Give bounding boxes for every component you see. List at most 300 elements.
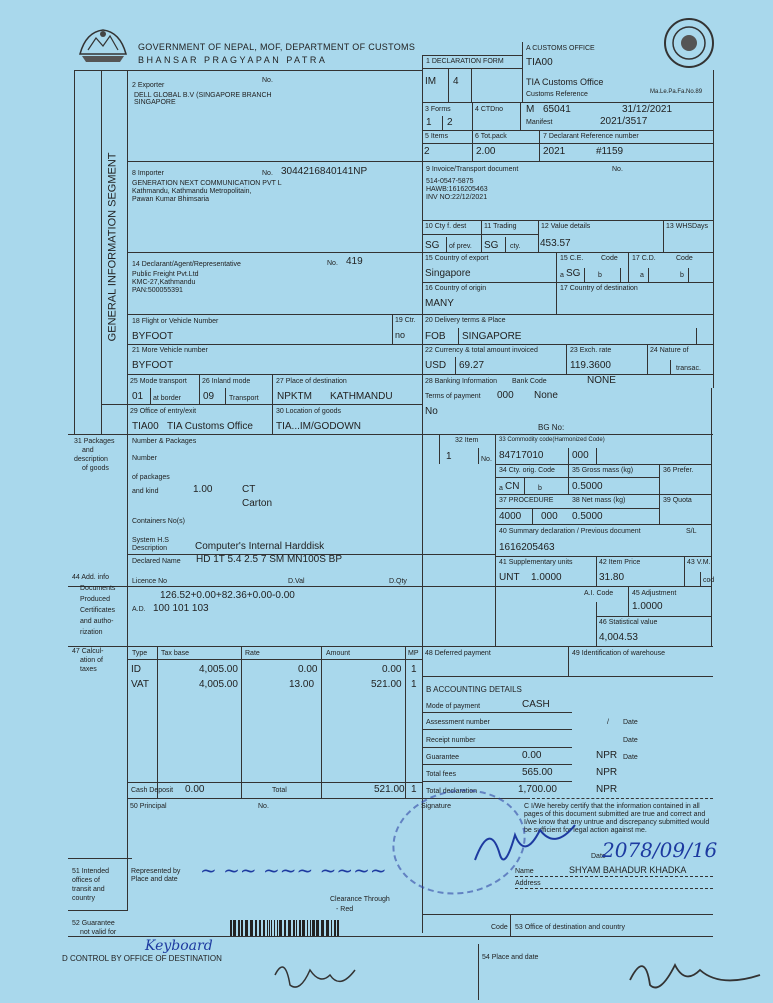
banking-label: 28 Banking Information [425,378,497,385]
trading-suffix: cty. [510,243,521,250]
customs-office-code: TIA00 [526,57,553,68]
gov-title: GOVERNMENT OF NEPAL, MOF, DEPARTMENT OF CUSTOMS [138,42,416,52]
addinfo-side-2: Produced [80,596,110,603]
tax-row-mp: 1 [411,664,417,675]
commodity-label: 33 Commodity code(Harmonized Code) [499,437,605,443]
item-left [439,434,440,464]
reference-date: 31/12/2021 [622,104,673,115]
place-dest-v2: KATHMANDU [330,391,393,402]
supp-right [596,556,597,586]
mode-sep [150,388,151,404]
row5-sep [422,143,713,144]
row34-top [495,464,711,465]
country-export-value: Singapore [425,268,471,279]
commodity-v2: 000 [572,450,589,461]
side-segment-divider [101,70,102,434]
office-entry-v1: TIA00 [132,421,159,432]
cd-label: 17 C.D. [632,255,656,262]
flight-right [392,314,393,344]
tax-row-type: VAT [131,679,149,690]
acct-line5 [422,781,572,782]
trading-label: 11 Trading [484,223,517,230]
nepal-emblem-icon [76,24,130,64]
location-goods-label: 30 Location of goods [276,408,341,415]
row21-top [127,344,713,345]
calc-side-2: taxes [80,666,97,673]
handwritten-place: ~ ~~ ~~~ ~~~~ [200,858,387,882]
tax-col2 [241,646,242,798]
row53-top [422,914,713,915]
item-label: 32 Item [455,437,479,444]
barcode-bar [274,920,275,936]
importer-no-value: 3044216840141NP [281,166,368,177]
customs-office-label: A CUSTOMS OFFICE [526,45,595,52]
procedure-v1: 4000 [499,511,522,522]
barcode-bar [284,920,286,936]
barcode-bar [267,920,268,936]
barcode-bar [302,920,305,936]
dqty-label: D.Qty [389,578,407,585]
row5-top [422,130,713,131]
importer-label: 8 Importer [132,170,164,177]
barcode-bar [263,920,265,936]
guarantee-label: Guarantee [426,754,460,761]
declarant-ref-v2: #1159 [596,146,624,157]
summary-sl: S/L [686,528,697,535]
addinfo-side-3: Certificates [80,607,116,614]
decl-form-v1: IM [425,76,437,87]
packages-kind-name: Carton [242,498,273,509]
ai-code-label: A.I. Code [584,590,614,597]
cert-line3: I/we know that any untrue and discrepancy submitted would [524,819,710,826]
gov-subtitle: BHANSAR PRAGYAPAN PATRA [138,55,328,65]
barcode-bar [326,920,329,936]
delivery-terms-label: 20 Delivery terms & Place [425,317,506,324]
hs-label: System H.S [132,537,169,544]
item-price-label: 42 Item Price [599,559,641,566]
nature-label: 24 Nature of [650,347,689,354]
barcode-bar [310,920,311,936]
row29-top [101,404,422,405]
tax-col3 [321,646,322,798]
right-border-top [713,70,714,388]
ce-a2: a [640,272,644,279]
declared-value: HD 1T 5.4 2.5 7 SM MN100S BP [196,554,342,565]
mode-transport-value: 01 [132,391,144,402]
desc-value: Computer's Internal Harddisk [195,541,325,552]
cash-deposit-label: Cash Deposit [131,787,174,794]
row52-top [68,910,128,911]
cert-address-label: Address [515,880,541,887]
importer-no-label: No. [262,170,273,177]
procedure-v2: 000 [541,511,558,522]
value-details-label: 12 Value details [541,223,591,230]
ctydest-inner [446,237,447,252]
mode-transport-label: 25 Mode transport [130,378,187,385]
cd-code-label: Code [676,255,693,262]
intended-side-1: offices of [72,877,100,884]
row25-top [127,374,713,375]
tax-amount-header: Amount [326,650,351,657]
barcode-bar [230,920,232,936]
importer-line3: Pawan Kumar Bhimsaria [132,196,210,203]
place54-label: 54 Place and date [482,954,539,961]
invoice-line1: 514-0547-5875 [426,178,474,185]
packages-side-3: of goods [82,465,109,472]
ad-label: A.D. [132,606,146,613]
tax-row-type: ID [131,664,141,675]
office-entry-v2: TIA Customs Office [167,421,253,432]
tax-row-amount: 521.00 [371,679,402,690]
country-origin-label: 16 Country of origin [425,285,487,292]
mode-transport-suffix: at border [153,395,182,402]
represented-label: Represented by [131,868,181,875]
exch-rate-label: 23 Exch. rate [570,347,612,354]
tax-col4 [405,646,406,798]
stat-left [596,616,597,646]
tax-row-amount: 0.00 [382,664,402,675]
tax-base-header: Tax base [161,650,190,657]
cert-name-value: SHYAM BAHADUR KHADKA [569,865,687,875]
ctr-label: 19 Ctr. [395,317,416,324]
vm-label: 43 V.M. [687,559,711,566]
cert-name-label: Name [515,868,534,875]
cty-orig-value: CN [505,481,520,492]
intended-side-0: 51 Intended [72,868,109,875]
signature-corner-icon [625,950,765,998]
addinfo-side-0: 44 Add. info [72,574,109,581]
row3-top [422,102,713,103]
terms-v2: None [534,390,558,401]
tax-header-line [127,659,422,660]
handwritten-date: 2078/09/16 [602,838,718,862]
statistical-label: 46 Statistical value [599,619,658,626]
name-dash [515,876,713,877]
intended-right [127,858,128,910]
decl-form-sep [422,68,522,69]
forms-label: 3 Forms [425,106,451,113]
trading-right [538,220,539,252]
tax-type-header: Type [132,650,148,657]
handwritten-keyboard: Keyboard [145,938,213,954]
calc-side-1: ation of [80,657,103,664]
importer-line2: Kathmandu, Kathmandu Metropolitain, [132,188,252,195]
packages-and-kind: and kind [132,488,159,495]
row34-sep [495,477,659,478]
ctyorig-sep [524,478,525,494]
country-origin-value: MANY [425,298,454,309]
prefer-label: 36 Prefer. [663,467,694,474]
general-info-label: GENERAL INFORMATION SEGMENT [106,152,119,342]
barcode [230,920,340,936]
barcode-bar [307,920,308,936]
decl-form-inner [448,68,449,102]
decl-form-label: 1 DECLARATION FORM [426,58,504,65]
assessment-label: Assessment number [426,719,490,726]
reference-no: 65041 [543,104,571,115]
delivery-v2: SINGAPORE [462,331,522,342]
office-entry-label: 29 Office of entry/exit [130,408,197,415]
total-mp: 1 [411,784,417,795]
barcode-bar [241,920,243,936]
ce-a: a [560,272,564,279]
invoice-line3: INV NO:22/12/2021 [426,194,488,201]
declarant-label: 14 Declarant/Agent/Representative [132,261,241,268]
exporter-no-label: No. [262,77,273,84]
barcode-bar [250,920,253,936]
supp-v1: UNT [499,572,520,583]
exch-left [566,344,567,374]
barcode-bar [296,920,297,936]
place54-left [478,944,479,1000]
barcode-bar [233,920,236,936]
guarantee-side-1: not valid for [80,929,117,936]
ce-b: b [598,272,602,279]
calc-value: 126.52+0.00+82.36+0.00-0.00 [160,590,295,601]
right-border-mid [711,388,712,646]
control-label: D CONTROL BY OFFICE OF DESTINATION [62,954,222,963]
supp-units-label: 41 Supplementary units [499,559,573,566]
principal-no-label: No. [258,803,269,810]
invoice-label: 9 Invoice/Transport document [426,166,519,173]
tot-pack-value: 2.00 [476,146,496,157]
packages-side-0: 31 Packages [74,438,115,445]
items-label: 5 Items [425,133,448,140]
exch-rate-value: 119.3600 [570,360,611,371]
barcode-bar [259,920,261,936]
exporter-line1: DELL GLOBAL B.V (SINGAPORE BRANCH [134,92,272,99]
ce-sg: SG [566,268,581,279]
trading-value: SG [484,240,499,251]
place-date-label: Place and date [131,876,178,883]
tax-bottom-line [127,798,422,799]
declarant-ref-label: 7 Declarant Reference number [543,133,639,140]
guarantee-value: 0.00 [522,750,542,761]
cd-b: b [680,272,684,279]
acct-line1 [422,712,572,713]
summary-decl-label: 40 Summary declaration / Previous document [499,528,641,535]
right-section-left [495,434,496,646]
ce-label: 15 C.E. [560,255,584,262]
office-dest-left [510,914,511,936]
declarant-no-label: No. [327,260,338,267]
tax-row-base: 4,005.00 [199,679,238,690]
desc-label: Description [132,545,168,552]
adj-left [628,586,629,616]
fees-value: 565.00 [522,767,553,778]
vm-suffix: cod [703,577,715,584]
total-label: Total [272,787,287,794]
bank-code-label: Bank Code [512,378,547,385]
cty-dest-v1: SG [425,240,440,251]
fees-cur: NPR [596,767,618,778]
row14-top [127,252,422,253]
decl-form-inner2 [471,68,472,102]
reference-m: M [526,104,535,115]
row10-sep [422,234,539,235]
place-dest-label: 27 Place of destination [276,378,347,385]
barcode-bar [331,920,332,936]
bg-no: BG No: [538,423,565,432]
commodity-end [596,448,597,464]
currency-v1: USD [425,360,447,371]
deferred-label: 48 Deferred payment [425,650,491,657]
inland-mode-value: 09 [203,391,215,402]
form-left-border [74,70,75,434]
barcode-bar [279,920,282,936]
forms-v2: 2 [447,117,453,128]
cty-orig-label: 34 Cty. orig. Code [499,467,555,474]
office-dest-label: 53 Office of destination and country [515,924,625,931]
inland-right [272,374,273,404]
addinfo-side-1: Documents [80,585,116,592]
flight-value: BYFOOT [132,331,174,342]
row41-top [495,556,711,557]
row44-top [68,586,711,587]
cty-orig-b: b [538,485,542,492]
office-right [272,404,273,434]
top-border [74,70,422,71]
barcode-bar [334,920,336,936]
ctr-value: no [395,330,406,340]
declared-label: Declared Name [132,558,181,565]
ce-sep2 [620,268,621,282]
packages-of: of packages [132,474,170,481]
vm-sep [700,572,701,586]
acct-label: B ACCOUNTING DETAILS [426,685,522,694]
ctydest-right [481,220,482,252]
manifest-value: 2021/3517 [600,116,648,127]
stat-tick [495,625,496,636]
cty-orig-a: a [499,485,503,492]
item-price-value: 31.80 [599,572,625,583]
decl-form-top [422,55,522,56]
exporter-line2: SINGAPORE [134,99,176,106]
tax-row-rate: 13.00 [289,679,315,690]
intended-side-3: country [72,895,95,902]
exporter-label: 2 Exporter [132,82,165,89]
nature-left [647,344,648,374]
commodity-sep [568,448,569,464]
item-sep [478,448,479,464]
declarant-line2: KMC-27,Kathmandu [132,279,196,286]
principal-label: 50 Principal [130,803,167,810]
currency-label: 22 Currency & total amount invoiced [425,347,538,354]
signature-label: Signature [421,803,451,810]
cd-left [628,252,629,282]
acct-bottom-dash [527,798,713,799]
dval-label: D.Val [288,578,305,585]
adjustment-value: 1.0000 [632,601,663,612]
receipt-label: Receipt number [426,737,476,744]
mode-right [199,374,200,404]
decl-total-cur: NPR [596,784,618,795]
customs-reference-label: Customs Reference [526,91,588,98]
procedure-sep [532,508,533,524]
bank-code-value: NONE [587,375,616,386]
acct-line2 [422,729,572,730]
inland-mode-suffix: Transport [229,395,259,402]
signature-scribble-icon [470,815,580,875]
ctdno-right [520,102,521,130]
banking-no-value: No [425,406,438,417]
decl-total-value: 1,700.00 [518,784,557,795]
declarant-no-value: 419 [346,256,363,267]
acct-top [422,676,713,677]
decl-form-v2: 4 [453,76,459,87]
terms-value: 000 [497,390,514,401]
warehouse-label: 49 Identification of warehouse [572,650,666,657]
packages-number-label: Number [132,455,157,462]
currency-sep [455,357,456,374]
importer-line1: GENERATION NEXT COMMUNICATION PVT L [132,180,282,187]
barcode-bar [271,920,272,936]
guarantee-date: Date [623,754,638,761]
fees-label: Total fees [426,771,456,778]
currency-v2: 69.27 [459,360,485,371]
acct-line3 [422,747,572,748]
address-dash [515,888,713,889]
gross-mass-label: 35 Gross mass (kg) [572,467,634,474]
supp-v2: 1.0000 [531,572,562,583]
packages-kind-code: CT [242,484,256,495]
declarant-ref-v1: 2021 [543,146,566,157]
row51-top [68,858,132,859]
tax-rate-header: Rate [245,650,260,657]
tax-row-base: 4,005.00 [199,664,238,675]
country-export-label: 15 Country of export [425,255,489,262]
aicode-sep [596,602,597,616]
barcode-bar [312,920,315,936]
ce-sep3 [648,268,649,282]
item-value: 1 [446,451,452,462]
commodity-v1: 84717010 [499,450,544,461]
delivery-v1: FOB [425,331,446,342]
row37-top [495,494,711,495]
quota-label: 39 Quota [663,497,692,504]
invoice-no-label: No. [612,166,623,173]
procedure-label: 37 PROCEDURE [499,497,554,504]
nature-sep [670,360,671,374]
declarant-line3: PAN:500055391 [132,287,183,294]
packages-header: Number & Packages [132,438,197,445]
terms-label: Terms of payment [425,393,481,400]
forms-right [472,102,473,130]
ce-left [556,252,557,314]
barcode-bar [269,920,270,936]
flight-label: 18 Flight or Vehicle Number [132,318,219,325]
cty-dest-suffix: of prev. [449,243,472,250]
tax-total-line [127,782,422,783]
addinfo-side-4: and autho- [80,618,114,625]
decl-total-label: Total declaration [426,788,477,795]
ad-value: 100 101 103 [153,603,209,614]
delivery-sep [458,328,459,344]
packages-side-1: and [82,447,94,454]
row46-top [596,616,711,617]
licence-label: Licence No [132,578,168,585]
barcode-bar [277,920,278,936]
inland-mode-label: 26 Inland mode [202,378,251,385]
cash-deposit-value: 0.00 [185,784,205,795]
row47-top [68,646,713,647]
tax-row-mp: 1 [411,679,417,690]
assessment-date: Date [623,719,638,726]
row16-top [422,282,713,283]
cert-line4: be sufficient for legal action against me. [524,827,647,834]
tax-col1 [157,646,158,798]
cert-date-label: Date [591,853,606,860]
